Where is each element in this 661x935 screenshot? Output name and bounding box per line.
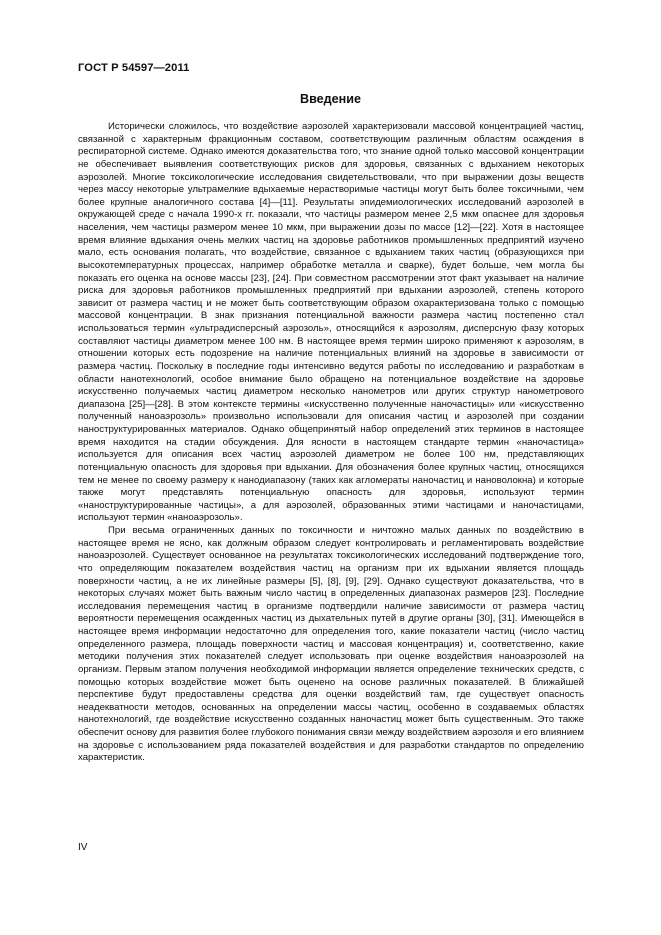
- paragraph-1: Исторически сложилось, что воздействие аэрозолей характеризовали массовой концентрацией частиц, связанной с характерным фракционным составом, соответствующим различным областям осаждения в респираторной системе. Однако имеются доказательства того, что знание одной только массовой концентрации не обеспечивает выявления соответствующих рисков для здоровья, связанных с вдыханием некоторых аэрозолей. Многие токсикологические исследования свидетельствовали, что при выражении дозы веществ через массу некоторые ультрамелкие вдыхаемые нерастворимые частицы могут быть более токсичными, чем более крупные аналогичного состава [4]—[11]. Результаты эпидемиологических исследований аэрозолей в окружающей среде с начала 1990-х гг. показали, что частицы размером менее 2,5 мкм опаснее для здоровья населения, чем частицы размером менее 10 мкм, при выражении дозы по массе [12]—[22]. Хотя в настоящее время влияние вдыхания очень мелких частиц на здоровье работников промышленных предприятий изучено мало, есть основания полагать, что воздействие, связанное с вдыханием таких частиц (образующихся при высокотемпературных процессах, например обработке металла и сварке), будет больше, чем могла бы показать его оценка на основе массы [23], [24]. При совместном рассмотрении этот факт указывает на наличие риска для здоровья работников промышленных предприятий при вдыхании аэрозолей, степень которого зависит от размера частиц и не может быть соответствующим образом охарактеризована только с помощью массовой концентрации. В знак признания потенциальной важности размера частиц постепенно стал использоваться термин «ультрадисперсный аэрозоль», относящийся к аэрозолям, дисперсную фазу которых составляют частицы диаметром менее 100 нм. В настоящее время термин широко применяют к аэрозолям, в отношении которых есть подозрение на наличие потенциальных влияний на здоровье в зависимости от размера частиц. Поскольку в последние годы интенсивно ведутся работы по исследованию и разработкам в области нанотехнологий, особое внимание было обращено на потенциальное воздействие на здоровье искусственно получаемых частиц диаметром несколько нанометров или других структур нанометрового диапазона [25]—[28]. В этом контексте термины «искусственно полученные наночастицы» или «искусственно полученный наноаэрозоль» произвольно использовали для описания частиц и аэрозолей при создании наноструктурированных материалов. Однако общепринятый набор определений этих терминов в настоящее время находится на стадии обсуждения. Для ясности в настоящем стандарте термин «наночастица» используется для описания всех частиц аэрозолей диаметром не более 100 нм, представляющих потенциальную опасность для здоровья при вдыхании. Для обозначения более крупных частиц, относящихся тем не менее по своему размеру к нанодиапазону (таких как агломераты наночастиц и нановолокна) и которые также могут представлять потенциальную опасность для здоровья, используют термин «наноструктурированные частицы», а для аэрозолей, образованных этими частицами и наночастицами, используют термин «наноаэрозоль».: [78, 121, 584, 524]
- document-code-header: ГОСТ Р 54597—2011: [78, 62, 190, 74]
- section-title: Введение: [299, 92, 362, 106]
- section-body: [78, 121, 584, 765]
- paragraph-2: При весьма ограниченных данных по токсичности и ничтожно малых данных по воздействию в настоящее время не ясно, как должным образом следует контролировать и регламентировать воздействие наноаэрозолей. Существует основанное на результатах токсикологических исследований подтверждение того, что определяющим показателем воздействия частиц на организм при их вдыхании является площадь поверхности частиц, а не их линейные размеры [5], [8], [9], [29]. Однако существуют доказательства, что в некоторых случаях может быть важным число частиц в определенных диапазонах размеров [23]. Последние исследования перемещения частиц в организме подтвердили наличие зависимости от размера частиц вероятности перемещения осажденных частиц из дыхательных путей в другие органы [30], [31]. Имеющейся в настоящее время информации недостаточно для определения того, какие показатели частиц (число частиц определенного размера, площадь поверхности частиц и массовая концентрация) и, соответственно, какие методики получения этих показателей следует использовать при оценке воздействия наноаэрозолей на организм. Первым этапом получения необходимой информации является определение технических средств, с помощью которых воздействие может быть оценено на основе различных показателей. В ближайшей перспективе будут предоставлены средства для оценки воздействий там, где существует опасность неадекватности методов, основанных на определении массы частиц, особенно в создаваемых областях нанотехнологий, где воздействие искусственно созданных наночастиц может быть существенным. Это также обеспечит основу для развития более глубокого понимания связи между воздействием аэрозоля и его влиянием на здоровье с использованием ряда показателей воздействия и для разработки стандартов по определению характеристик.: [78, 525, 585, 764]
- page-number: IV: [78, 842, 88, 853]
